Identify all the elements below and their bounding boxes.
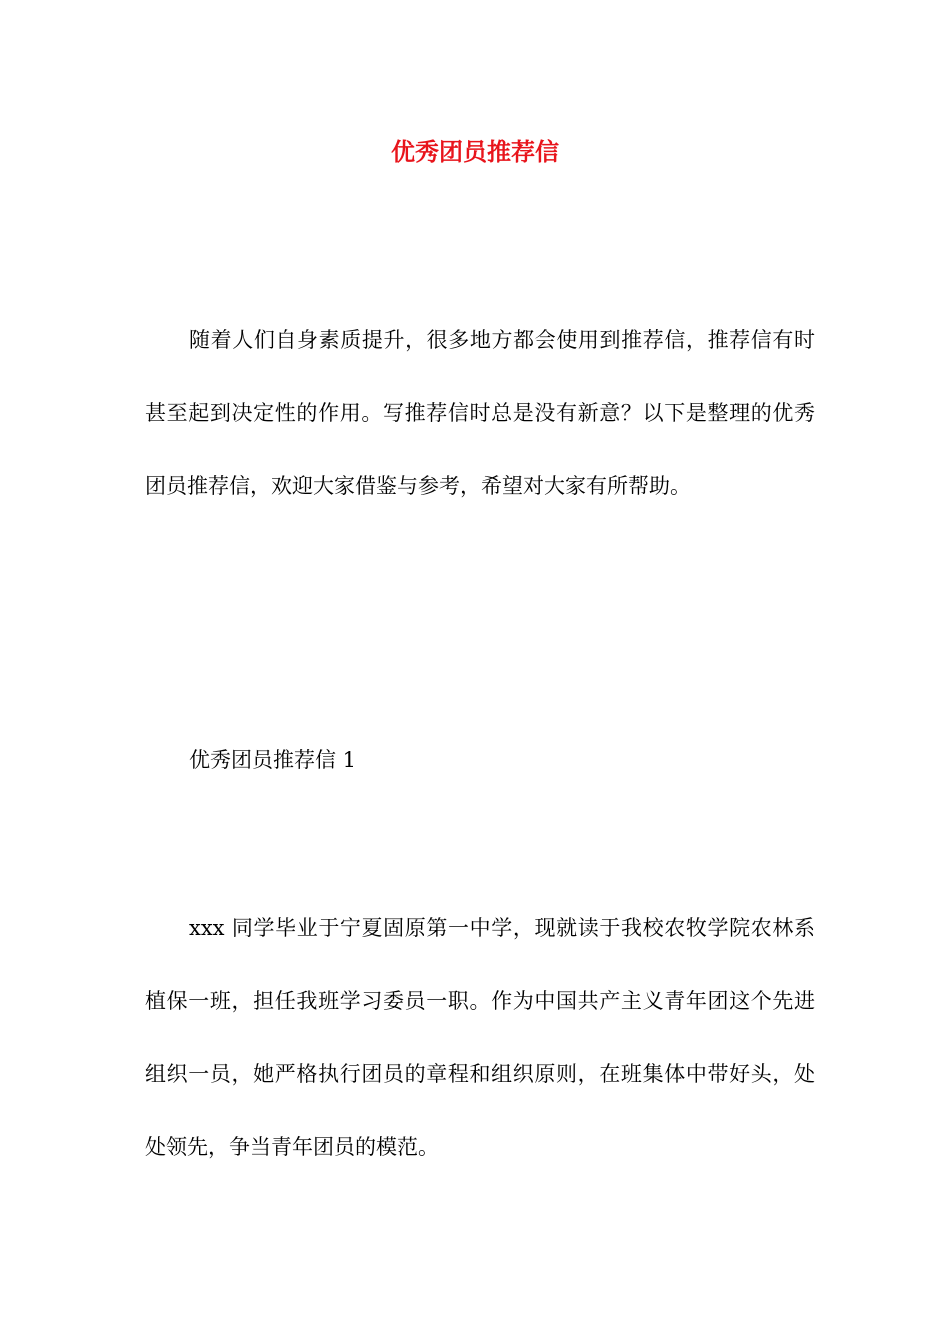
section-heading: 优秀团员推荐信 1 bbox=[189, 748, 357, 772]
section-body-paragraph: xxx 同学毕业于宁夏固原第一中学，现就读于我校农牧学院农林系植保一班，担任我班学习委员一职。作为中国共产主义青年团这个先进组织一员，她严格执行团员的章程和组织原则，在班集体中带好头，处处领先，争当青年团员的模范。 bbox=[145, 916, 815, 1159]
document-title: 优秀团员推荐信 bbox=[391, 137, 559, 166]
intro-paragraph: 随着人们自身素质提升，很多地方都会使用到推荐信，推荐信有时甚至起到决定性的作用。写推荐信时总是没有新意？以下是整理的优秀团员推荐信，欢迎大家借鉴与参考，希望对大家有所帮助。 bbox=[145, 328, 815, 498]
